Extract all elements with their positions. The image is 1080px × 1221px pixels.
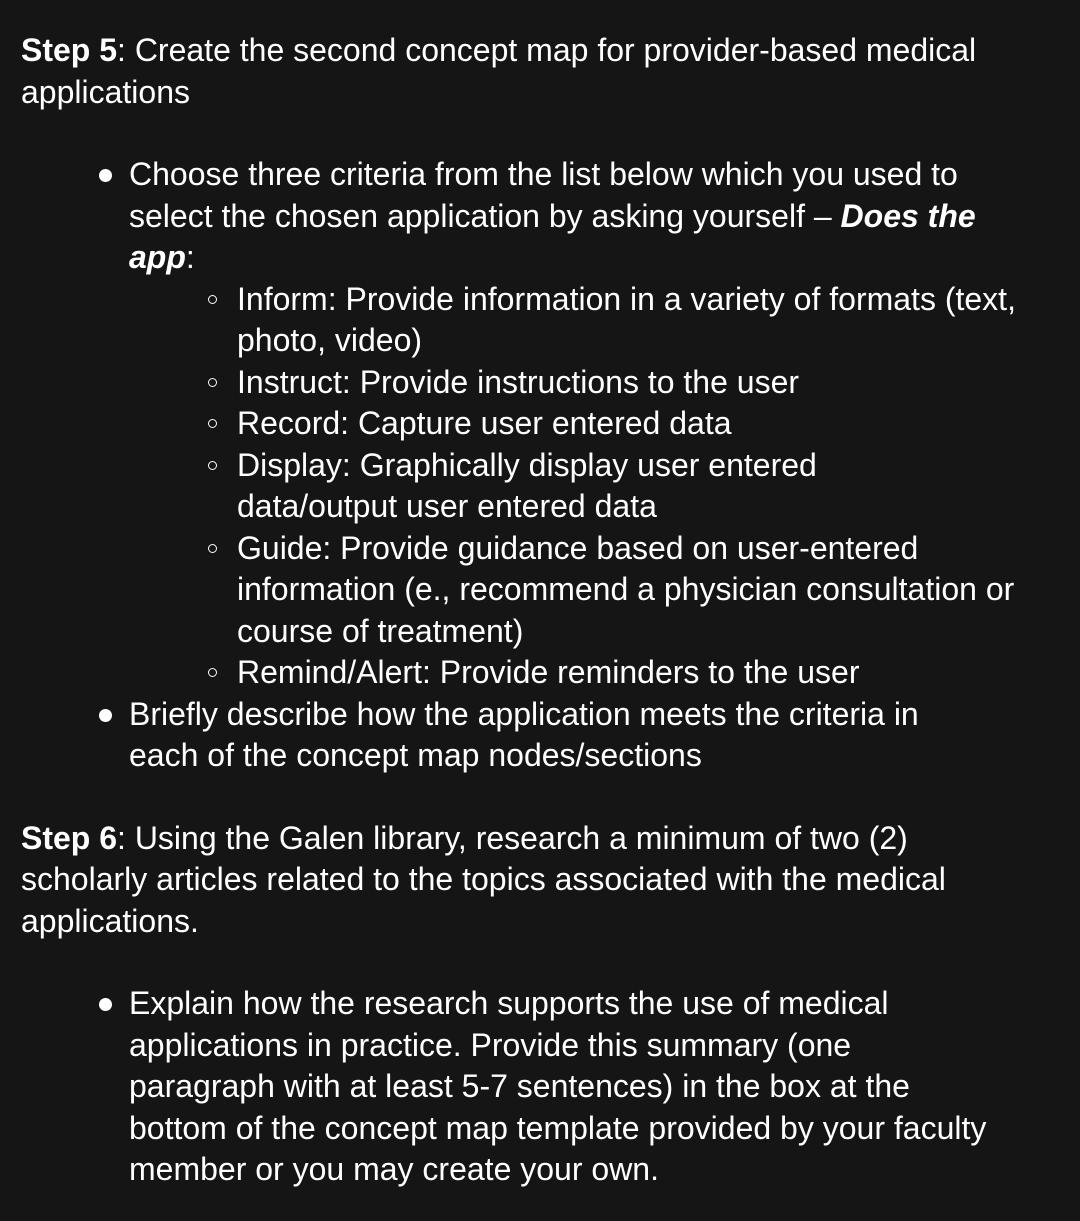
describe-text: Briefly describe how the application meets the criteria in each of the concept map nodes/sections	[129, 695, 919, 773]
criteria-item-remind	[237, 652, 1044, 694]
criteria-question-colon: :	[185, 239, 195, 275]
criteria-item-text: Inform: Provide information in a variety of formats (text, photo, video)	[237, 280, 1016, 358]
criteria-list	[129, 279, 1044, 694]
step5-text: : Create the second concept map for provider-based medical applications	[21, 32, 977, 110]
explain-text: Explain how the research supports the use of medical applications in practice. Provide this summary (one paragraph with at least 5-7 sentences) in the box at the bottom of the concept map template provided by your faculty member or you may create your own.	[129, 985, 987, 1187]
step6-bullet-list	[21, 983, 999, 1191]
criteria-item-text: Display: Graphically display user entered data/output user entered data	[237, 446, 817, 524]
criteria-item-text: Guide: Provide guidance based on user-entered information (e., recommend a physician consultation or course of treatment)	[237, 529, 1015, 649]
criteria-item-record	[237, 403, 1044, 445]
step6-label: Step 6	[21, 819, 118, 856]
step5-bullet-criteria	[129, 154, 1044, 694]
criteria-item-text: Remind/Alert: Provide reminders to the user	[237, 654, 860, 690]
criteria-intro-text: Choose three criteria from the list below which you used to select the chosen application by asking yourself –	[129, 156, 958, 234]
circle-bullet-icon	[208, 461, 217, 470]
step5-bullet-list	[21, 154, 1044, 777]
circle-bullet-icon	[208, 544, 217, 553]
bullet-dot-icon	[99, 169, 112, 182]
bullet-dot-icon	[99, 709, 112, 722]
step6-text: : Using the Galen library, research a minimum of two (2) scholarly articles related to the topics associated with the medical applications.	[21, 819, 946, 939]
step5-label: Step 5	[21, 32, 118, 68]
circle-bullet-icon	[208, 419, 217, 428]
step6-bullet-explain	[129, 983, 999, 1191]
criteria-item-display	[237, 445, 1044, 528]
circle-bullet-icon	[208, 378, 217, 387]
criteria-item-text: Instruct: Provide instructions to the user	[237, 363, 800, 400]
bullet-dot-icon	[99, 998, 112, 1011]
step6-heading	[21, 818, 1031, 943]
step5-bullet-describe	[129, 694, 1044, 777]
criteria-item-text: Record: Capture user entered data	[237, 405, 732, 441]
criteria-question-emphasis: Does the app	[129, 197, 976, 275]
circle-bullet-icon	[208, 668, 217, 677]
circle-bullet-icon	[208, 295, 217, 304]
criteria-item-guide	[237, 528, 1044, 653]
step5-heading	[21, 30, 1031, 113]
criteria-item-instruct	[237, 362, 1044, 404]
criteria-item-inform	[237, 279, 1044, 362]
